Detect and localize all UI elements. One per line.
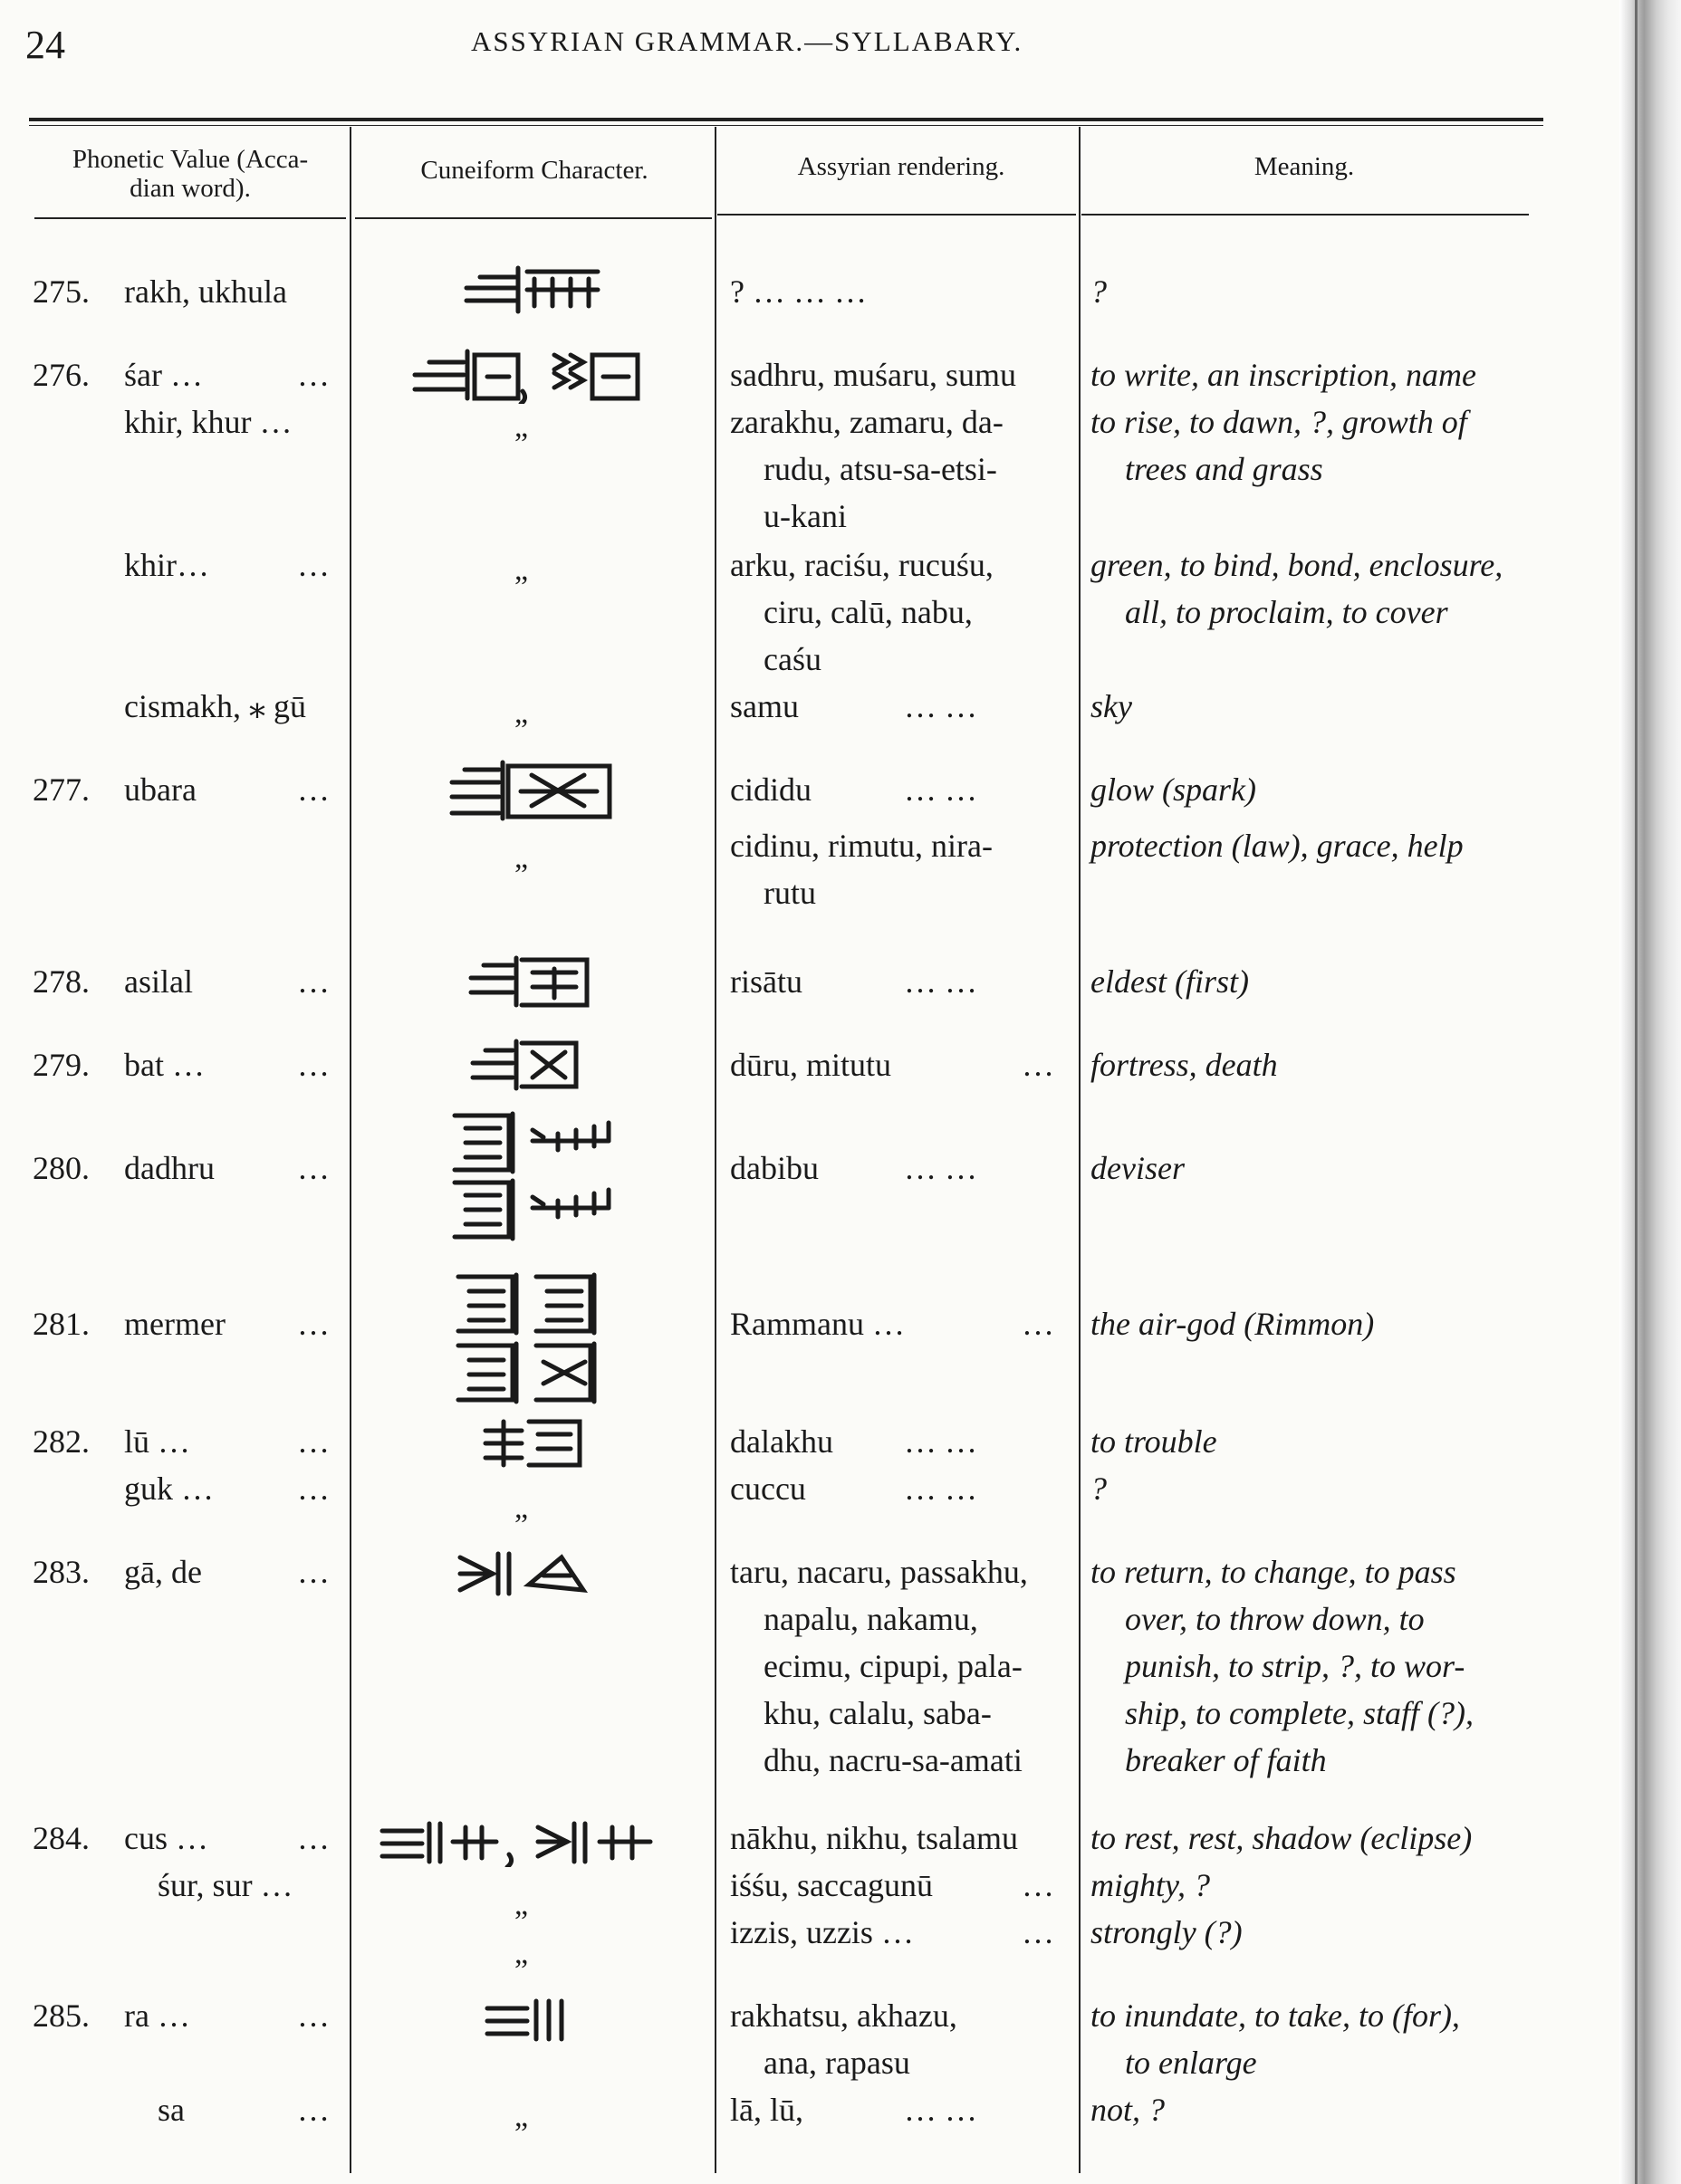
leader-dots: … [297, 1470, 330, 1507]
phonetic-value: mermer [124, 1306, 226, 1342]
leader-dots: … [297, 2092, 330, 2128]
leader-dots: … [297, 1306, 330, 1342]
meaning-text-upright: Rimmon [1254, 1306, 1364, 1342]
assyrian-rendering: u-kani [764, 498, 847, 534]
assyrian-rendering: izzis, uzzis … [730, 1914, 914, 1950]
meaning [1090, 1300, 1374, 1347]
leader-dots: … [297, 771, 330, 808]
cuneiform-glyph [453, 1271, 612, 1407]
ditto-mark: „ [514, 1937, 529, 1970]
meaning: eldest (first) [1090, 963, 1249, 1000]
leader-dots: … [1022, 1867, 1054, 1903]
entry-number: 281. [33, 1306, 90, 1342]
meaning: to rest, rest, shadow (eclipse) [1090, 1820, 1473, 1856]
phonetic-value: śur, sur … [158, 1867, 293, 1903]
meaning: ? [1090, 1470, 1107, 1507]
meaning: to enlarge [1125, 2045, 1257, 2081]
phonetic-value: khir… [124, 547, 209, 583]
leader-dots: … [1022, 1914, 1054, 1950]
cuneiform-glyph [448, 759, 620, 824]
assyrian-rendering: arku, raciśu, rucuśu, [730, 547, 994, 583]
phonetic-value: khir, khur … [124, 404, 293, 440]
entry-number: 280. [33, 1150, 90, 1186]
entry-number: 282. [33, 1423, 90, 1460]
cuneiform-glyph [456, 1548, 592, 1599]
leader-dots: … [297, 1150, 330, 1186]
leader-dots: … … [904, 688, 977, 724]
phonetic-value: cismakh, ⁎ gū [124, 688, 306, 724]
assyrian-rendering: khu, calalu, saba- [764, 1695, 992, 1731]
ditto-mark: „ [514, 696, 529, 730]
entry-number: 275. [33, 273, 90, 310]
ditto-mark: „ [514, 2100, 529, 2133]
running-head: ASSYRIAN GRAMMAR.—SYLLABARY. [471, 25, 1023, 57]
leader-dots: … [297, 1047, 330, 1083]
meaning: over, to throw down, to [1125, 1601, 1425, 1637]
leader-dots: … [297, 1997, 330, 2034]
cuneiform-glyph [469, 1036, 587, 1092]
ditto-mark: „ [514, 410, 529, 444]
meaning: ship, to complete, staff (?), [1125, 1695, 1474, 1731]
assyrian-rendering: samu [730, 688, 799, 724]
assyrian-rendering: dabibu [730, 1150, 819, 1186]
meaning: to write, an inscription, name [1090, 357, 1476, 393]
assyrian-rendering: ? … … … [730, 273, 867, 310]
meaning: to inundate, to take, to (for), [1090, 1997, 1460, 2034]
table-top-rule-thin [29, 125, 1543, 126]
assyrian-rendering: dalakhu [730, 1423, 833, 1460]
meaning: deviser [1090, 1150, 1185, 1186]
entry-number: 276. [33, 357, 90, 393]
leader-dots: … … [904, 963, 977, 1000]
table-top-rule [29, 118, 1543, 121]
phonetic-value: asilal [124, 963, 193, 1000]
assyrian-rendering: cidinu, rimutu, nira- [730, 828, 993, 864]
leader-dots: … [297, 357, 330, 393]
phonetic-value: dadhru [124, 1150, 215, 1186]
leader-dots: … … [904, 1150, 977, 1186]
phonetic-value: bat … [124, 1047, 205, 1083]
ditto-mark: „ [514, 553, 529, 587]
leader-dots: … [297, 963, 330, 1000]
phonetic-value: ra … [124, 1997, 190, 2034]
leader-dots: … [297, 1554, 330, 1590]
cuneiform-glyph [484, 1996, 574, 2045]
leader-dots: … [297, 1423, 330, 1460]
meaning: glow (spark) [1090, 771, 1256, 808]
assyrian-rendering: zarakhu, zamaru, da- [730, 404, 1004, 440]
assyrian-rendering: cididu [730, 771, 812, 808]
assyrian-rendering: ana, rapasu [764, 2045, 910, 2081]
leader-dots: … … [904, 1423, 977, 1460]
assyrian-rendering: risātu [730, 963, 802, 1000]
entry-number: 283. [33, 1554, 90, 1590]
header-phonetic-line1: Phonetic Value (Acca- [72, 145, 309, 174]
assyrian-rendering: iśśu, saccagunū [730, 1867, 933, 1903]
meaning: trees and grass [1125, 451, 1323, 487]
meaning: green, to bind, bond, enclosure, [1090, 547, 1503, 583]
header-phonetic-line2: dian word). [130, 174, 251, 203]
phonetic-value: cus … [124, 1820, 208, 1856]
entry-number: 277. [33, 771, 90, 808]
cuneiform-glyph [379, 1818, 677, 1867]
column-divider-3 [1079, 127, 1081, 2173]
meaning: sky [1090, 688, 1132, 724]
leader-dots: … … [904, 2092, 977, 2128]
phonetic-value: śar … [124, 357, 203, 393]
header-phonetic [36, 145, 344, 203]
ditto-mark: „ [514, 841, 529, 875]
meaning: fortress, death [1090, 1047, 1278, 1083]
meaning: breaker of faith [1125, 1742, 1327, 1778]
entry-number: 279. [33, 1047, 90, 1083]
entry-number: 284. [33, 1820, 90, 1856]
header-underline-assyrian [717, 214, 1076, 216]
meaning: all, to proclaim, to cover [1125, 594, 1448, 630]
meaning: to rise, to dawn, ?, growth of [1090, 404, 1467, 440]
leader-dots: … [1022, 1047, 1054, 1083]
page-number: 24 [25, 23, 65, 67]
phonetic-value: lū … [124, 1423, 191, 1460]
phonetic-value: sa [158, 2092, 185, 2128]
assyrian-rendering: rakhatsu, akhazu, [730, 1997, 957, 2034]
meaning: punish, to strip, ?, to wor- [1125, 1648, 1465, 1684]
phonetic-value: ubara [124, 771, 197, 808]
header-meaning: Meaning. [1254, 152, 1355, 181]
meaning: mighty, ? [1090, 1867, 1210, 1903]
ditto-mark: „ [514, 1888, 529, 1921]
phonetic-value: rakh, ukhula [124, 273, 287, 310]
cuneiform-glyph [449, 1110, 618, 1244]
entry-number: 285. [33, 1997, 90, 2034]
assyrian-rendering: ecimu, cipupi, pala- [764, 1648, 1023, 1684]
phonetic-value: guk … [124, 1470, 214, 1507]
assyrian-rendering: nākhu, nikhu, tsalamu [730, 1820, 1018, 1856]
cuneiform-glyph [482, 1414, 589, 1470]
cuneiform-glyph [467, 953, 600, 1009]
header-assyrian: Assyrian rendering. [797, 152, 1005, 181]
column-divider-1 [350, 127, 351, 2173]
leader-dots: … … [904, 1470, 977, 1507]
leader-dots: … [297, 1820, 330, 1856]
meaning: strongly (?) [1090, 1914, 1243, 1950]
meaning: to trouble [1090, 1423, 1217, 1460]
assyrian-rendering: Rammanu … [730, 1306, 905, 1342]
page-edge-shadow [1619, 0, 1681, 2184]
meaning-text: ) [1363, 1306, 1375, 1342]
meaning-text: the air-god ( [1090, 1306, 1255, 1342]
page-edge-line [1635, 0, 1638, 2184]
assyrian-rendering: rutu [764, 875, 816, 911]
assyrian-rendering: lā, lū, [730, 2092, 803, 2128]
leader-dots: … [297, 547, 330, 583]
leader-dots: … [1022, 1306, 1054, 1342]
leader-dots: … … [904, 771, 977, 808]
header-underline-phonetic [34, 217, 346, 219]
assyrian-rendering: ciru, calū, nabu, [764, 594, 973, 630]
header-underline-meaning [1081, 214, 1529, 216]
meaning: not, ? [1090, 2092, 1166, 2128]
assyrian-rendering: dhu, nacru-sa-amati [764, 1742, 1023, 1778]
assyrian-rendering: cuccu [730, 1470, 806, 1507]
assyrian-rendering: sadhru, muśaru, sumu [730, 357, 1016, 393]
assyrian-rendering: taru, nacaru, passakhu, [730, 1554, 1028, 1590]
meaning: ? [1090, 273, 1107, 310]
phonetic-value: gā, de [124, 1554, 202, 1590]
entry-number: 278. [33, 963, 90, 1000]
meaning: protection (law), grace, help [1090, 828, 1464, 864]
column-divider-2 [715, 127, 716, 2173]
assyrian-rendering: rudu, atsu-sa-etsi- [764, 451, 997, 487]
assyrian-rendering: napalu, nakamu, [764, 1601, 978, 1637]
assyrian-rendering: dūru, mitutu [730, 1047, 891, 1083]
cuneiform-glyph [409, 346, 654, 404]
assyrian-rendering: caśu [764, 641, 821, 677]
cuneiform-glyph [462, 261, 607, 315]
ditto-mark: „ [514, 1491, 529, 1525]
meaning: to return, to change, to pass [1090, 1554, 1456, 1590]
header-underline-cuneiform [355, 217, 712, 219]
header-cuneiform: Cuneiform Character. [420, 156, 648, 185]
